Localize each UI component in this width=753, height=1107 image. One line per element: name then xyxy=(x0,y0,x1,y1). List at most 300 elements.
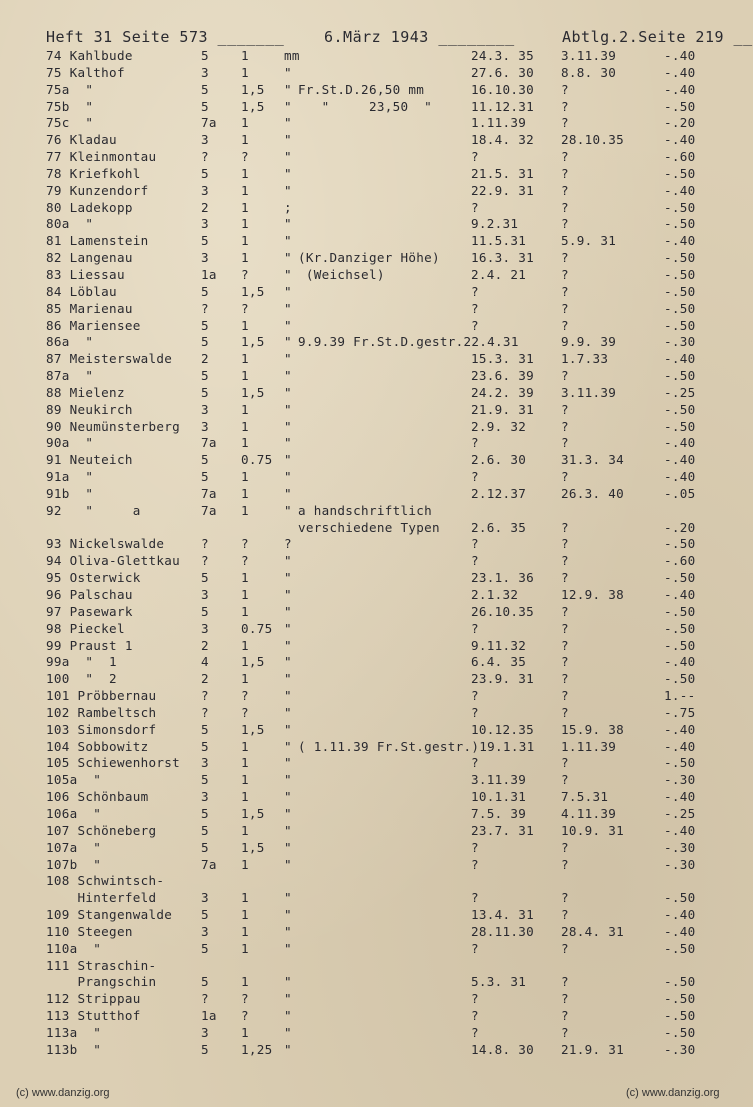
date-to-cell: ? xyxy=(561,115,569,131)
size-cell: 1 xyxy=(241,637,249,653)
place-name-cell: 88 Mielenz xyxy=(46,384,125,400)
date-to-cell: ? xyxy=(561,553,569,569)
place-name-cell: 92 " a xyxy=(46,502,141,518)
place-name-cell: 113a " xyxy=(46,1024,102,1040)
place-name-cell: 91b " xyxy=(46,485,94,501)
date-from-cell: ? xyxy=(471,688,479,704)
place-name-cell: Prangschin xyxy=(46,974,157,990)
size-cell: ? xyxy=(241,704,249,720)
unit-cell: " xyxy=(284,603,292,619)
category-cell: 5 xyxy=(201,81,209,97)
size-cell: 1 xyxy=(241,115,249,131)
size-cell: 1 xyxy=(241,502,249,518)
date-to-cell: ? xyxy=(561,907,569,923)
date-to-cell: ? xyxy=(561,98,569,114)
date-to-cell: 28.10.35 xyxy=(561,132,625,148)
size-cell: 1,5 xyxy=(241,334,265,350)
table-row xyxy=(0,351,753,368)
category-cell: 7a xyxy=(201,485,217,501)
category-cell: 5 xyxy=(201,98,209,114)
size-cell: 1 xyxy=(241,789,249,805)
category-cell: 5 xyxy=(201,772,209,788)
date-to-cell: ? xyxy=(561,940,569,956)
price-cell: -.30 xyxy=(664,856,696,872)
table-row xyxy=(0,216,753,233)
size-cell: 1 xyxy=(241,199,249,215)
date-to-cell: ? xyxy=(561,839,569,855)
price-cell: -.40 xyxy=(664,738,696,754)
place-name-cell: 80 Ladekopp xyxy=(46,199,133,215)
size-cell: 1 xyxy=(241,165,249,181)
size-cell: 1 xyxy=(241,923,249,939)
date-to-cell: 1.7.33 xyxy=(561,351,609,367)
category-cell: 5 xyxy=(201,805,209,821)
date-to-cell: 3.11.39 xyxy=(561,384,617,400)
place-name-cell: 91 Neuteich xyxy=(46,452,133,468)
price-cell: -.50 xyxy=(664,940,696,956)
size-cell: 1 xyxy=(241,755,249,771)
category-cell: 7a xyxy=(201,856,217,872)
date-to-cell: ? xyxy=(561,654,569,670)
unit-cell: " xyxy=(284,721,292,737)
unit-cell: " xyxy=(284,334,292,350)
table-row xyxy=(0,587,753,604)
size-cell: 1 xyxy=(241,1024,249,1040)
price-cell: -.50 xyxy=(664,199,696,215)
size-cell: 1,25 xyxy=(241,1041,273,1057)
place-name-cell: Hinterfeld xyxy=(46,890,157,906)
note-cell: (Kr.Danziger Höhe) xyxy=(298,250,440,266)
date-to-cell: 5.9. 31 xyxy=(561,233,617,249)
size-cell: 1 xyxy=(241,940,249,956)
place-name-cell: 99 Praust 1 xyxy=(46,637,133,653)
unit-cell: " xyxy=(284,283,292,299)
date-from-cell: 2.12.37 xyxy=(471,485,527,501)
date-from-cell: ? xyxy=(471,991,479,1007)
price-cell: -.50 xyxy=(664,368,696,384)
place-name-cell: 87 Meisterswalde xyxy=(46,351,173,367)
size-cell: 1 xyxy=(241,368,249,384)
date-from-cell: ? xyxy=(471,940,479,956)
unit-cell: " xyxy=(284,384,292,400)
size-cell: 1 xyxy=(241,485,249,501)
place-name-cell: 91a " xyxy=(46,469,94,485)
size-cell: 1 xyxy=(241,856,249,872)
category-cell: 5 xyxy=(201,469,209,485)
size-cell: 1 xyxy=(241,351,249,367)
table-row xyxy=(0,166,753,183)
date-to-cell: ? xyxy=(561,620,569,636)
date-to-cell: 15.9. 38 xyxy=(561,721,625,737)
size-cell: 1 xyxy=(241,974,249,990)
unit-cell: " xyxy=(284,923,292,939)
date-from-cell: 6.4. 35 xyxy=(471,654,527,670)
unit-cell: ; xyxy=(284,199,292,215)
unit-cell: " xyxy=(284,839,292,855)
category-cell: 3 xyxy=(201,250,209,266)
date-from-cell: 23.7. 31 xyxy=(471,822,535,838)
date-to-cell: 31.3. 34 xyxy=(561,452,625,468)
unit-cell: " xyxy=(284,755,292,771)
unit-cell: " xyxy=(284,822,292,838)
price-cell: -.50 xyxy=(664,300,696,316)
place-name-cell: 86 Mariensee xyxy=(46,317,141,333)
date-from-cell: 2.6. 30 xyxy=(471,452,527,468)
date-to-cell: 10.9. 31 xyxy=(561,822,625,838)
place-name-cell: 105 Schiewenhorst xyxy=(46,755,180,771)
size-cell: ? xyxy=(241,991,249,1007)
date-to-cell: 3.11.39 xyxy=(561,48,617,63)
date-from-cell: 18.4. 32 xyxy=(471,132,535,148)
unit-cell: " xyxy=(284,654,292,670)
unit-cell: " xyxy=(284,890,292,906)
date-from-cell: 23.6. 39 xyxy=(471,368,535,384)
size-cell: ? xyxy=(241,1008,249,1024)
category-cell: 5 xyxy=(201,940,209,956)
size-cell: 1 xyxy=(241,671,249,687)
date-to-cell: ? xyxy=(561,671,569,687)
category-cell: 3 xyxy=(201,620,209,636)
table-row xyxy=(0,520,753,537)
table-row xyxy=(0,149,753,166)
place-name-cell: 113 Stutthof xyxy=(46,1008,141,1024)
date-from-cell: 9.11.32 xyxy=(471,637,527,653)
unit-cell: " xyxy=(284,317,292,333)
date-from-cell: ? xyxy=(471,469,479,485)
place-name-cell: 79 Kunzendorf xyxy=(46,182,149,198)
category-cell: 5 xyxy=(201,721,209,737)
category-cell: 3 xyxy=(201,132,209,148)
price-cell: -.50 xyxy=(664,620,696,636)
table-row xyxy=(0,739,753,756)
price-cell: -.50 xyxy=(664,671,696,687)
table-row xyxy=(0,402,753,419)
table-row xyxy=(0,419,753,436)
date-to-cell: ? xyxy=(561,637,569,653)
price-cell: -.30 xyxy=(664,334,696,350)
date-from-cell: 23.1. 36 xyxy=(471,570,535,586)
table-row xyxy=(0,115,753,132)
unit-cell: " xyxy=(284,64,292,80)
header-left: Heft 31 Seite 573 _______ xyxy=(46,28,285,46)
place-name-cell: 74 Kahlbude xyxy=(46,48,133,63)
unit-cell: " xyxy=(284,115,292,131)
date-from-cell: 2.4. 21 xyxy=(471,266,527,282)
table-row xyxy=(0,233,753,250)
size-cell: ? xyxy=(241,553,249,569)
place-name-cell: 84 Löblau xyxy=(46,283,117,299)
price-cell: -.50 xyxy=(664,283,696,299)
date-to-cell: ? xyxy=(561,469,569,485)
date-from-cell: 24.2. 39 xyxy=(471,384,535,400)
date-from-cell: ? xyxy=(471,300,479,316)
date-to-cell: ? xyxy=(561,368,569,384)
unit-cell: mm xyxy=(284,48,300,63)
price-cell: 1.-- xyxy=(664,688,696,704)
table-row xyxy=(0,318,753,335)
size-cell: 1 xyxy=(241,435,249,451)
date-to-cell: ? xyxy=(561,856,569,872)
unit-cell: " xyxy=(284,233,292,249)
price-cell: -.40 xyxy=(664,907,696,923)
price-cell: -.30 xyxy=(664,772,696,788)
price-cell: -.40 xyxy=(664,233,696,249)
size-cell: 1 xyxy=(241,890,249,906)
category-cell: 3 xyxy=(201,1024,209,1040)
table-row xyxy=(0,722,753,739)
category-cell: 3 xyxy=(201,890,209,906)
place-name-cell: 107b " xyxy=(46,856,102,872)
price-cell: -.40 xyxy=(664,587,696,602)
unit-cell: " xyxy=(284,587,292,602)
unit-cell: " xyxy=(284,704,292,720)
unit-cell: " xyxy=(284,452,292,468)
table-row xyxy=(0,924,753,941)
price-cell: -.50 xyxy=(664,755,696,771)
date-from-cell: 9.2.31 xyxy=(471,216,519,232)
category-cell: 5 xyxy=(201,368,209,384)
table-row xyxy=(0,857,753,874)
date-from-cell: 24.3. 35 xyxy=(471,48,535,63)
place-name-cell: 106 Schönbaum xyxy=(46,789,149,805)
copyright-left: (c) www.danzig.org xyxy=(16,1087,110,1099)
category-cell: 3 xyxy=(201,755,209,771)
note-cell: verschiedene Typen xyxy=(298,519,440,535)
size-cell: 1 xyxy=(241,603,249,619)
price-cell: -.50 xyxy=(664,1008,696,1024)
category-cell: 7a xyxy=(201,115,217,131)
place-name-cell: 101 Pröbbernau xyxy=(46,688,157,704)
date-to-cell: 28.4. 31 xyxy=(561,923,625,939)
size-cell: 1 xyxy=(241,772,249,788)
category-cell: 2 xyxy=(201,199,209,215)
price-cell: -.40 xyxy=(664,81,696,97)
date-from-cell: 26.10.35 xyxy=(471,603,535,619)
price-cell: -.25 xyxy=(664,384,696,400)
price-cell: -.40 xyxy=(664,923,696,939)
size-cell: 1 xyxy=(241,401,249,417)
size-cell: 1 xyxy=(241,64,249,80)
category-cell: ? xyxy=(201,300,209,316)
category-cell: 7a xyxy=(201,435,217,451)
date-from-cell: 22.9. 31 xyxy=(471,182,535,198)
place-name-cell: 89 Neukirch xyxy=(46,401,133,417)
price-cell: -.50 xyxy=(664,974,696,990)
size-cell: 1,5 xyxy=(241,654,265,670)
table-row xyxy=(0,621,753,638)
date-to-cell: ? xyxy=(561,81,569,97)
table-row xyxy=(0,385,753,402)
note-cell: " 23,50 " xyxy=(298,98,432,114)
category-cell: ? xyxy=(201,704,209,720)
date-to-cell: 9.9. 39 xyxy=(561,334,617,350)
table-row xyxy=(0,840,753,857)
date-from-cell: ? xyxy=(471,755,479,771)
date-to-cell: ? xyxy=(561,570,569,586)
price-cell: -.40 xyxy=(664,64,696,80)
category-cell: 3 xyxy=(201,182,209,198)
price-cell: -.50 xyxy=(664,98,696,114)
table-row xyxy=(0,941,753,958)
unit-cell: " xyxy=(284,1024,292,1040)
date-from-cell: 2.9. 32 xyxy=(471,418,527,434)
date-to-cell: ? xyxy=(561,603,569,619)
unit-cell: " xyxy=(284,469,292,485)
place-name-cell: 77 Kleinmontau xyxy=(46,149,157,165)
price-cell: -.50 xyxy=(664,1024,696,1040)
date-from-cell: 21.5. 31 xyxy=(471,165,535,181)
unit-cell: " xyxy=(284,216,292,232)
unit-cell: " xyxy=(284,250,292,266)
date-from-cell: 10.1.31 xyxy=(471,789,527,805)
category-cell: 3 xyxy=(201,418,209,434)
category-cell: 5 xyxy=(201,907,209,923)
unit-cell: " xyxy=(284,418,292,434)
category-cell: 5 xyxy=(201,839,209,855)
date-to-cell: ? xyxy=(561,890,569,906)
date-from-cell: ? xyxy=(471,149,479,165)
date-to-cell: ? xyxy=(561,149,569,165)
size-cell: 1,5 xyxy=(241,81,265,97)
table-row xyxy=(0,604,753,621)
unit-cell: " xyxy=(284,1008,292,1024)
place-name-cell: 90a " xyxy=(46,435,94,451)
unit-cell: ? xyxy=(284,536,292,552)
table-row xyxy=(0,974,753,991)
place-name-cell: 87a " xyxy=(46,368,94,384)
place-name-cell: 108 Schwintsch- xyxy=(46,873,165,889)
date-to-cell: ? xyxy=(561,1024,569,1040)
size-cell: 1 xyxy=(241,317,249,333)
category-cell: 2 xyxy=(201,671,209,687)
price-cell: -.30 xyxy=(664,1041,696,1057)
unit-cell: " xyxy=(284,1041,292,1057)
date-from-cell: ? xyxy=(471,1008,479,1024)
date-from-cell: 11.5.31 xyxy=(471,233,527,249)
date-to-cell: 8.8. 30 xyxy=(561,64,617,80)
date-to-cell: ? xyxy=(561,536,569,552)
place-name-cell: 107 Schöneberg xyxy=(46,822,157,838)
price-cell: -.50 xyxy=(664,603,696,619)
unit-cell: " xyxy=(284,351,292,367)
price-cell: -.30 xyxy=(664,839,696,855)
place-name-cell: 111 Straschin- xyxy=(46,957,157,973)
table-row xyxy=(0,755,753,772)
table-row xyxy=(0,823,753,840)
size-cell: 1,5 xyxy=(241,839,265,855)
price-cell: -.25 xyxy=(664,805,696,821)
place-name-cell: 80a " xyxy=(46,216,94,232)
date-from-cell: 23.9. 31 xyxy=(471,671,535,687)
date-to-cell: 7.5.31 xyxy=(561,789,609,805)
date-to-cell: ? xyxy=(561,418,569,434)
place-name-cell: 103 Simonsdorf xyxy=(46,721,157,737)
place-name-cell: 94 Oliva-Glettkau xyxy=(46,553,180,569)
date-from-cell: ? xyxy=(471,839,479,855)
unit-cell: " xyxy=(284,620,292,636)
date-to-cell: 21.9. 31 xyxy=(561,1041,625,1057)
size-cell: 1 xyxy=(241,48,249,63)
size-cell: 1 xyxy=(241,570,249,586)
table-row xyxy=(0,536,753,553)
date-from-cell: ? xyxy=(471,553,479,569)
category-cell: 3 xyxy=(201,587,209,602)
category-cell: ? xyxy=(201,553,209,569)
place-name-cell: 76 Kladau xyxy=(46,132,117,148)
table-row xyxy=(0,250,753,267)
place-name-cell: 93 Nickelswalde xyxy=(46,536,165,552)
table-row xyxy=(0,570,753,587)
unit-cell: " xyxy=(284,81,292,97)
unit-cell: " xyxy=(284,149,292,165)
table-row xyxy=(0,772,753,789)
unit-cell: " xyxy=(284,165,292,181)
price-cell: -.50 xyxy=(664,418,696,434)
unit-cell: " xyxy=(284,805,292,821)
date-from-cell: ? xyxy=(471,283,479,299)
date-from-cell: 21.9. 31 xyxy=(471,401,535,417)
note-cell: 9.9.39 Fr.St.D.gestr.22.4.31 xyxy=(298,334,519,350)
unit-cell: " xyxy=(284,300,292,316)
category-cell: 5 xyxy=(201,48,209,63)
category-cell: 7a xyxy=(201,502,217,518)
size-cell: 1 xyxy=(241,587,249,602)
note-cell: a handschriftlich xyxy=(298,502,432,518)
price-cell: -.40 xyxy=(664,351,696,367)
price-cell: -.50 xyxy=(664,570,696,586)
date-from-cell: 1.11.39 xyxy=(471,115,527,131)
size-cell: ? xyxy=(241,688,249,704)
place-name-cell: 75c " xyxy=(46,115,94,131)
date-to-cell: ? xyxy=(561,283,569,299)
price-cell: -.05 xyxy=(664,485,696,501)
size-cell: 1 xyxy=(241,132,249,148)
date-to-cell: ? xyxy=(561,250,569,266)
date-to-cell: 26.3. 40 xyxy=(561,485,625,501)
price-cell: -.50 xyxy=(664,165,696,181)
date-from-cell: 2.6. 35 xyxy=(471,519,527,535)
table-row xyxy=(0,907,753,924)
date-from-cell: 14.8. 30 xyxy=(471,1041,535,1057)
table-row xyxy=(0,48,753,65)
date-from-cell: ? xyxy=(471,317,479,333)
table-row xyxy=(0,553,753,570)
date-to-cell: ? xyxy=(561,216,569,232)
table-row xyxy=(0,301,753,318)
table-row xyxy=(0,452,753,469)
place-name-cell: 75 Kalthof xyxy=(46,64,125,80)
table-row xyxy=(0,688,753,705)
table-row xyxy=(0,65,753,82)
date-to-cell: ? xyxy=(561,688,569,704)
date-from-cell: ? xyxy=(471,620,479,636)
place-name-cell: 110a " xyxy=(46,940,102,956)
date-from-cell: ? xyxy=(471,890,479,906)
category-cell: 5 xyxy=(201,738,209,754)
table-row xyxy=(0,1042,753,1059)
size-cell: 1 xyxy=(241,182,249,198)
page-header xyxy=(46,28,753,48)
size-cell: 1 xyxy=(241,907,249,923)
table-row xyxy=(0,503,753,520)
unit-cell: " xyxy=(284,671,292,687)
category-cell: 5 xyxy=(201,384,209,400)
unit-cell: " xyxy=(284,991,292,1007)
price-cell: -.50 xyxy=(664,637,696,653)
size-cell: ? xyxy=(241,300,249,316)
date-from-cell: ? xyxy=(471,199,479,215)
date-to-cell: ? xyxy=(561,182,569,198)
